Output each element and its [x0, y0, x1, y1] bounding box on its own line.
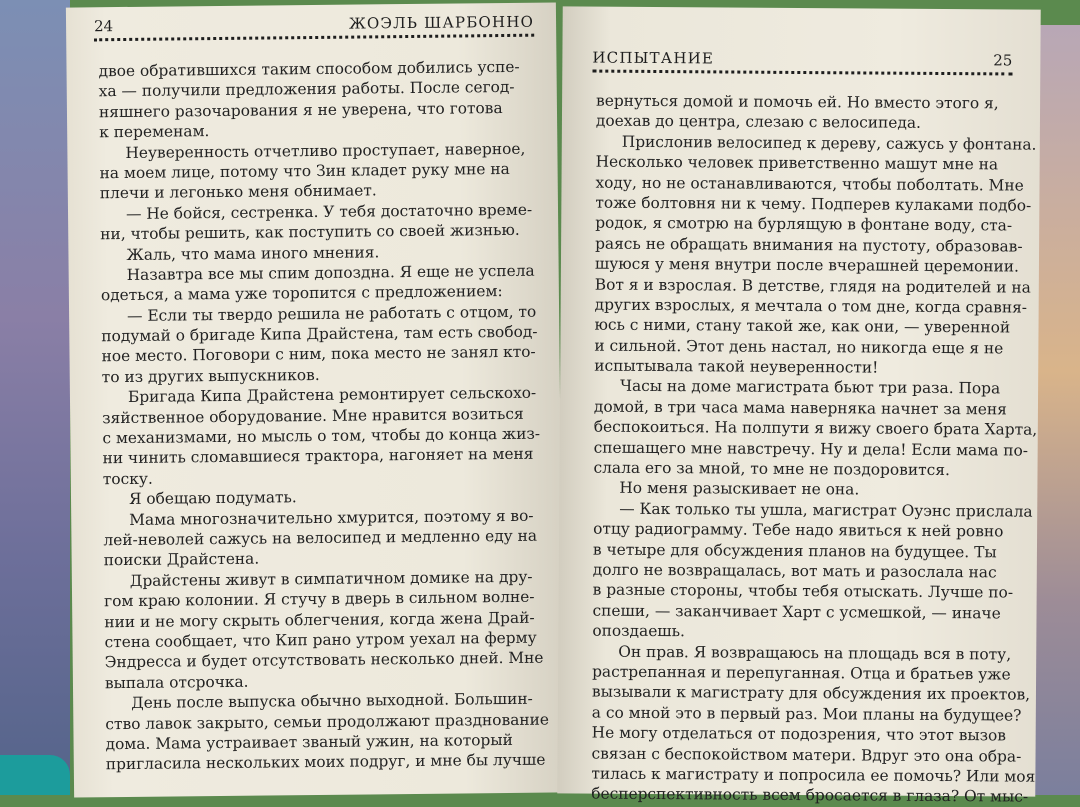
text-line: День после выпуска обычно выходной. Большин- — [131, 689, 533, 713]
text-line: одеться, а мама уже торопится с предложением: — [100, 282, 503, 305]
text-line: Вот я и взрослая. В детстве, глядя на родителей и на — [594, 275, 1031, 297]
text-line: вызывали к магистрату для обсуждения их проектов, — [591, 682, 1031, 704]
text-line: в разные стороны, чтобы тебя отыскать. Лучше по- — [592, 580, 1014, 602]
text-line: ходу, но не останавливаются, чтобы поболтать. Мне — [595, 173, 1024, 195]
text-line: Но меня разыскивает не она. — [619, 479, 860, 499]
text-line: Часы на доме магистрата бьют три раза. Пора — [620, 377, 1001, 398]
text-line: плечи и легонько меня обнимает. — [99, 181, 377, 203]
right-page-header — [592, 45, 1012, 74]
page-number: 25 — [993, 51, 1013, 70]
text-line: вернуться домой и помочь ей. Но вместо этого я, — [596, 91, 999, 113]
text-line: ха — получили предложения работы. После сегод- — [98, 78, 515, 101]
text-line: — Не бойся, сестренка. У тебя достаточно време- — [125, 200, 533, 223]
text-line: няшнего разочарования я не уверена, что готова — [98, 98, 503, 122]
book-cover-left-edge — [0, 0, 70, 795]
text-line: Бригада Кипа Драйстена ремонтирует сельскохо- — [127, 383, 537, 407]
text-line: двое обратившихся таким способом добились успе- — [98, 57, 520, 81]
text-line: доехав до центра, слезаю с велосипеда. — [595, 111, 921, 133]
text-line: бесперспективность всем бросается в глаза? От мыс- — [591, 784, 1029, 806]
text-line: ни чинить сломавшиеся трактора, нагоняет на меня — [102, 445, 534, 468]
text-line: подумай о бригаде Кипа Драйстена, там есть свобод- — [101, 322, 538, 346]
text-line: беспокоиться. На полпути я вижу своего брата Харта, — [593, 417, 1038, 439]
text-line: слала его за мной, то мне не поздоровится. — [593, 458, 950, 480]
text-line: и сильной. Этот день настал, но никогда еще я не — [594, 336, 1004, 358]
text-line: Я обещаю подумать. — [128, 488, 297, 509]
text-line: Драйстены живут в симпатичном домике на дру- — [129, 567, 533, 590]
text-line: а со мной это в первый раз. Мои планы на будущее? — [591, 703, 1022, 725]
text-line: нии и не могу скрыть облегчения, когда жена Драй- — [104, 608, 535, 631]
text-line: ни, чтобы решить, как поступить со своей жизнью. — [100, 220, 520, 244]
text-line: на моем лице, потому что Зин кладет руку мне на — [99, 159, 510, 183]
dotted-rule — [94, 34, 534, 42]
text-line: выпала отсрочка. — [104, 672, 249, 692]
text-line: Несколько человек приветственно машут мне на — [595, 152, 999, 174]
text-line: в четыре для обсуждения планов на будущее. Ты — [592, 540, 997, 561]
text-line: тилась к магистрату и попросила ее помочь? Или моя — [591, 764, 1036, 786]
running-title: ЖОЭЛЬ ШАРБОННО — [348, 12, 535, 33]
text-line: ное место. Поговори с ним, пока место не занял кто- — [101, 343, 536, 366]
dotted-rule — [592, 70, 1012, 76]
text-line: испытывала такой неуверенности! — [594, 356, 879, 377]
text-line: раясь не обращать внимания на пустоту, образовав- — [595, 234, 1023, 256]
text-line: тоску. — [102, 469, 153, 489]
text-line: ство лавок закрыто, семьи продолжают празднование — [105, 710, 550, 733]
text-line: зяйственное оборудование. Мне нравится возиться — [102, 404, 524, 427]
text-line: других взрослых, я мечтала о том дне, когда сравня- — [594, 295, 1028, 317]
text-line: Жаль, что мама иного мнения. — [126, 242, 380, 264]
teal-object-corner — [0, 755, 70, 795]
body-text — [591, 91, 1038, 807]
text-line: то из других выпускников. — [101, 365, 320, 387]
text-line: отцу радиограмму. Тебе надо явиться к ней ровно — [593, 519, 1004, 541]
left-page-header — [94, 9, 534, 40]
text-line: растрепанная и перепуганная. Отца и братьев уже — [592, 662, 1011, 684]
text-line: лей-неволей сажусь на велосипед и медленно еду на — [103, 526, 538, 550]
text-line: шуюся у меня внутри после вчерашней церемонии. — [594, 254, 1019, 276]
text-line: спешащего мне навстречу. Ну и дела! Если мама по- — [593, 438, 1029, 460]
page-number: 24 — [93, 17, 114, 36]
text-line: стена сообщает, что Кип рано утром уехал на ферму — [104, 628, 537, 652]
text-line: Он прав. Я возвращаюсь на площадь вся в поту, — [618, 642, 1012, 664]
text-line: — Как только ты ушла, магистрат Оуэнс прислала — [619, 499, 1033, 521]
text-line: поиски Драйстена. — [103, 549, 260, 570]
text-line: Назавтра все мы спим допоздна. Я еще не успела — [126, 261, 535, 284]
text-line: — Если ты твердо решила не работать с отцом, то — [127, 302, 537, 325]
text-line: связан с беспокойством матери. Вдруг это она обра- — [591, 744, 1022, 766]
left-page — [66, 2, 564, 797]
text-line: долго не возвращалась, вот мать и разослала нас — [592, 560, 997, 582]
right-page — [557, 6, 1040, 806]
text-line: Прислонив велосипед к дереву, сажусь у фонтана. — [621, 132, 1037, 154]
body-text — [98, 57, 550, 775]
text-line: Эндресса и будет отсутствовать несколько дней. Мне — [104, 648, 544, 672]
text-line: родок, я смотрю на бурлящую в фонтане воду, ста- — [595, 213, 1013, 235]
text-line: спеши, — заканчивает Харт с усмешкой, — иначе — [592, 601, 1001, 623]
text-line: с механизмами, но мысль о том, чтобы до конца жиз- — [102, 424, 541, 448]
text-line: дома. Мама устраивает званый ужин, на который — [105, 730, 513, 754]
running-title: ИСПЫТАНИЕ — [592, 48, 715, 68]
text-line: пригласила нескольких моих подруг, и мне бы лучше — [105, 750, 546, 774]
text-line: тоже болтовня ни к чему. Подперев кулаками подбо- — [595, 193, 1032, 215]
text-line: домой, в три часа мама наверняка начнет за меня — [593, 397, 1007, 419]
text-line: юсь с ними, стану такой же, как они, — уверенной — [594, 315, 1011, 337]
text-line: Мама многозначительно хмурится, поэтому я во- — [129, 506, 534, 529]
text-line: Неуверенность отчетливо проступает, наверное, — [125, 139, 526, 162]
text-line: Не могу отделаться от подозрения, что этот вызов — [591, 723, 1007, 745]
text-line: гом краю колонии. Я стучу в дверь в сильном волне- — [104, 587, 535, 611]
text-line: к переменам. — [99, 122, 210, 142]
text-line: опоздаешь. — [592, 621, 685, 641]
